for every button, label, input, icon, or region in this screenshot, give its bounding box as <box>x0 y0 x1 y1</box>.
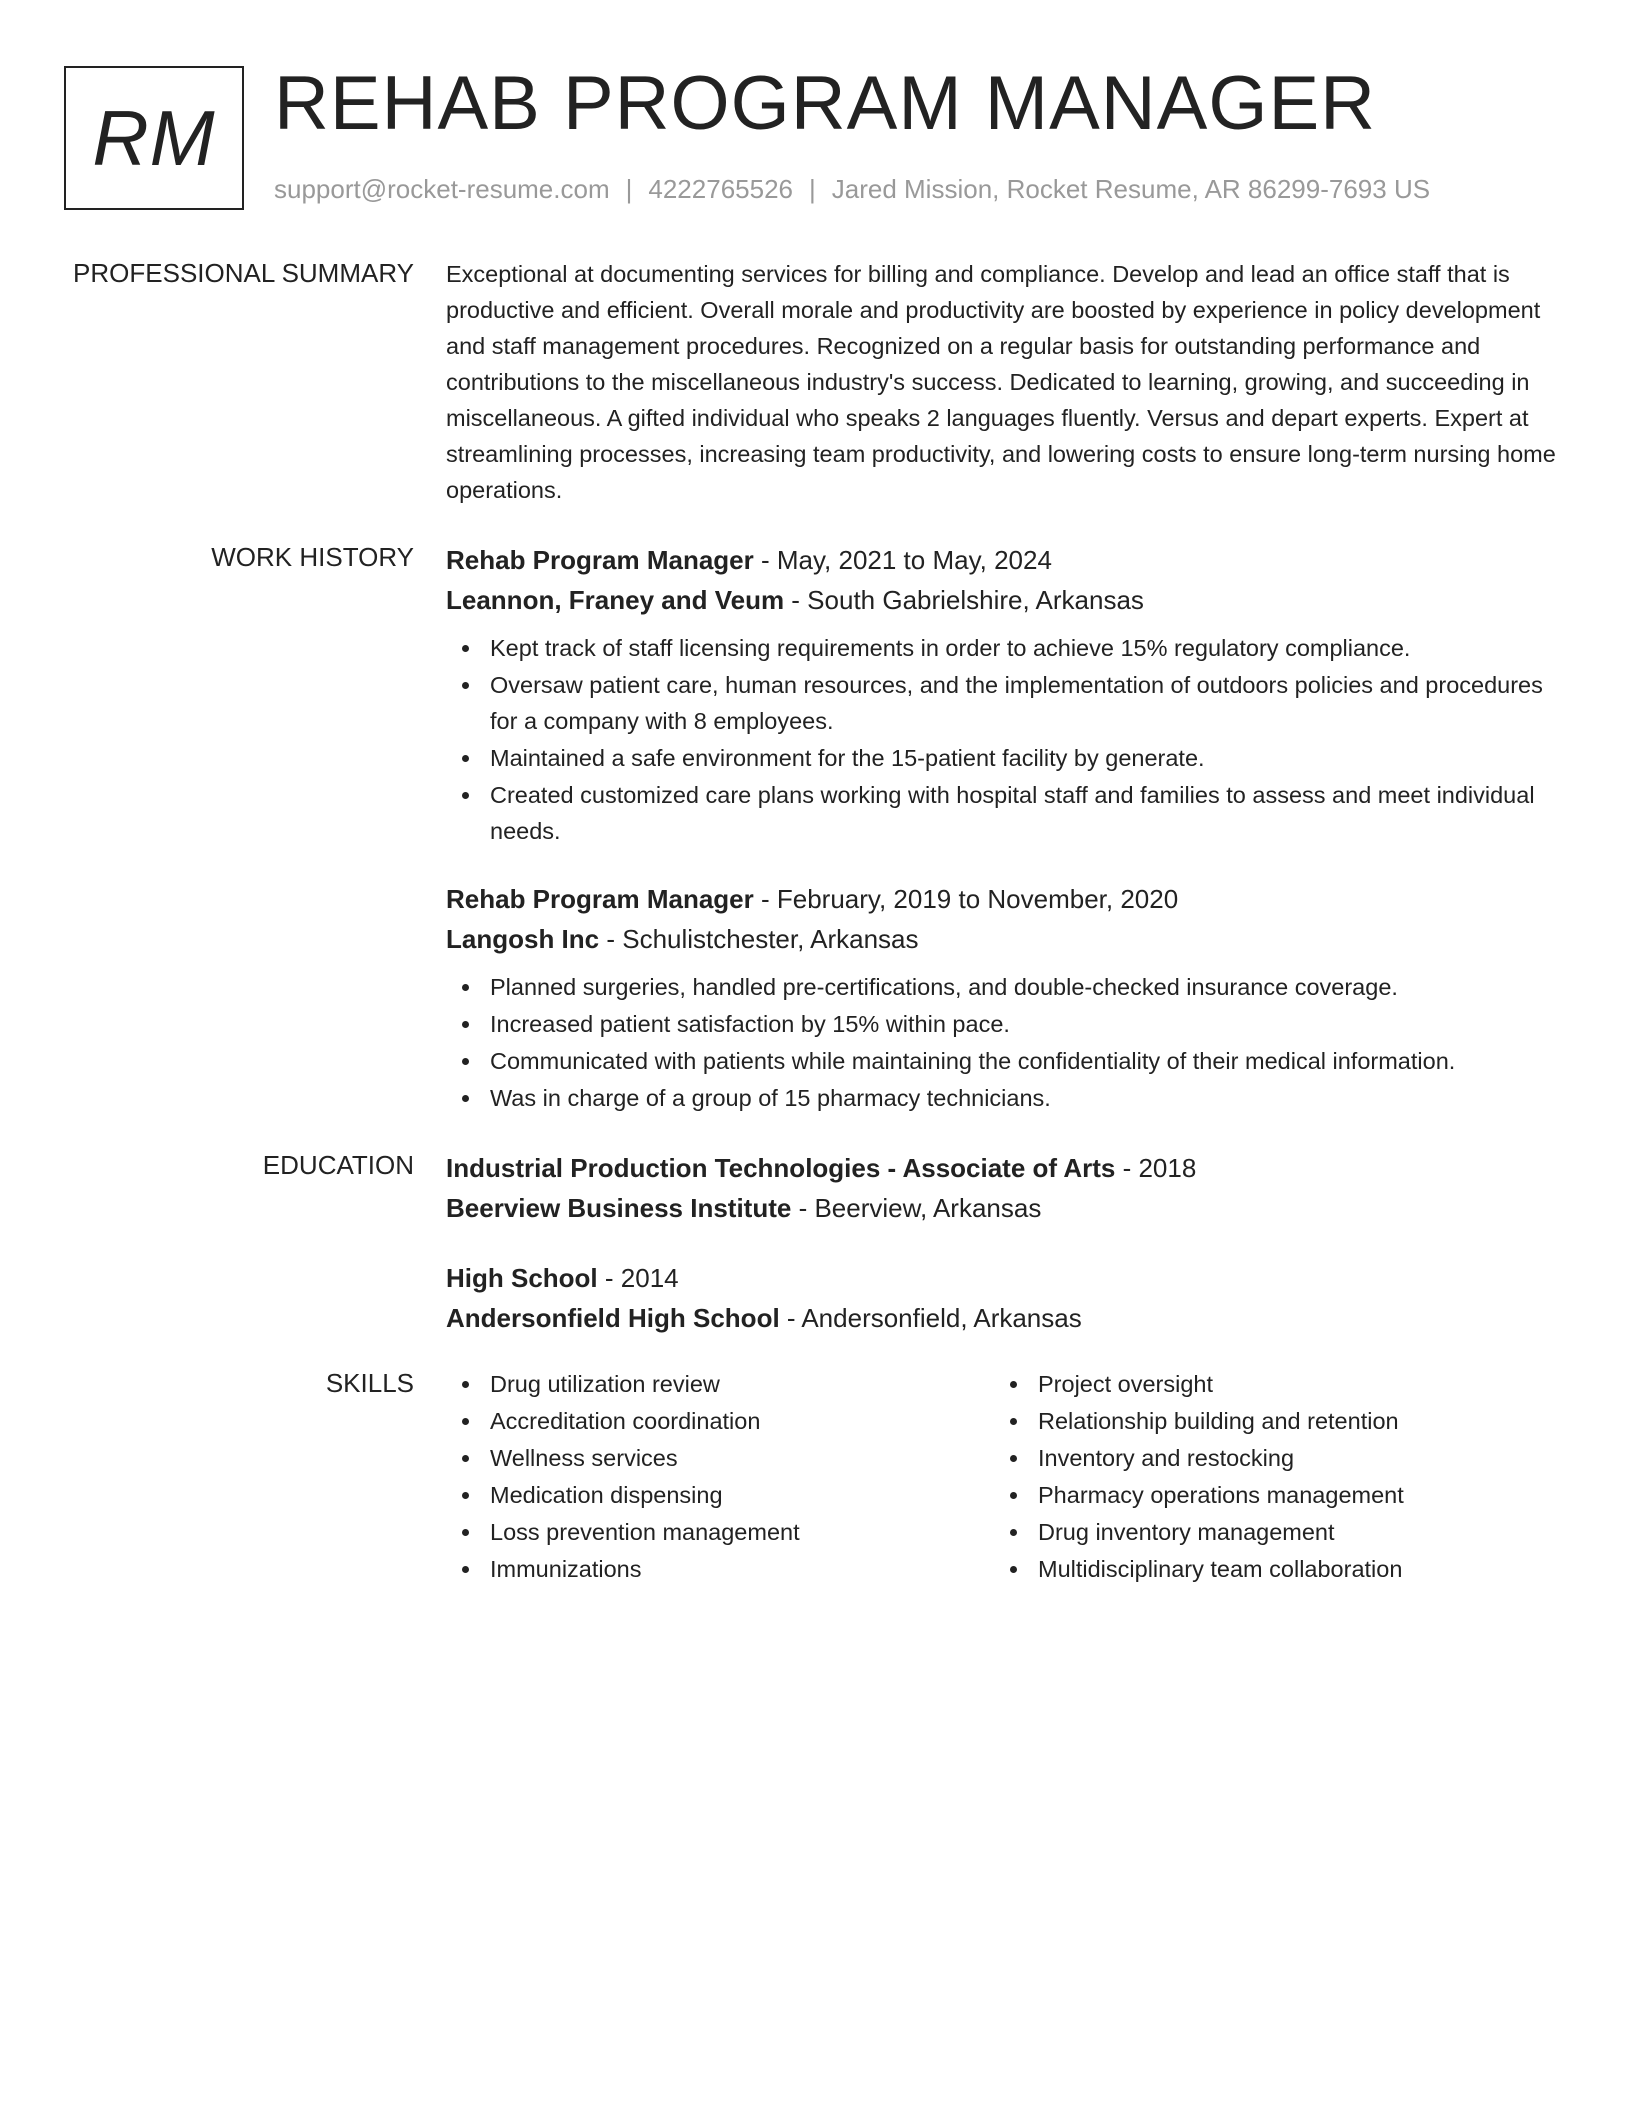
job-entry <box>446 540 1566 849</box>
skill-item: Inventory and restocking <box>994 1440 1542 1476</box>
education-entry <box>446 1148 1566 1228</box>
job-bullet: Maintained a safe environment for the 15-patient facility by generate. <box>446 740 1566 776</box>
skill-item: Drug inventory management <box>994 1514 1542 1550</box>
job-title: Rehab Program Manager <box>446 884 754 914</box>
job-bullets <box>446 969 1566 1116</box>
education-degree-line <box>446 1258 1566 1298</box>
job-dates: - May, 2021 to May, 2024 <box>753 545 1052 575</box>
skill-item: Immunizations <box>446 1551 994 1587</box>
contact-separator: | <box>625 174 633 204</box>
contact-separator: | <box>809 174 816 204</box>
skill-item: Wellness services <box>446 1440 994 1476</box>
job-bullet: Planned surgeries, handled pre-certifications, and double-checked insurance coverage. <box>446 969 1566 1005</box>
education-school: Beerview Business Institute <box>446 1193 792 1223</box>
resume-title: REHAB PROGRAM MANAGER <box>274 61 1377 146</box>
job-dates: - February, 2019 to November, 2020 <box>753 884 1179 914</box>
education-degree: High School <box>446 1263 598 1293</box>
job-company-line <box>446 919 1566 959</box>
job-bullet: Increased patient satisfaction by 15% within pace. <box>446 1006 1566 1042</box>
education-degree: Industrial Production Technologies - Associate of Arts <box>446 1153 1116 1183</box>
skill-item: Relationship building and retention <box>994 1403 1542 1439</box>
job-location: - South Gabrielshire, Arkansas <box>784 585 1144 615</box>
job-company: Leannon, Franey and Veum <box>446 585 785 615</box>
skill-item: Loss prevention management <box>446 1514 994 1550</box>
monogram-box: RM <box>64 66 244 210</box>
skill-item: Medication dispensing <box>446 1477 994 1513</box>
contact-line <box>274 174 1430 205</box>
skills-column-left <box>446 1366 994 1588</box>
education-location: - Andersonfield, Arkansas <box>779 1303 1082 1333</box>
job-company-line <box>446 580 1566 620</box>
skills-bullets-left <box>446 1366 994 1587</box>
skill-item: Pharmacy operations management <box>994 1477 1542 1513</box>
contact-phone[interactable]: 4222765526 <box>648 174 793 204</box>
skills-bullets-right <box>994 1366 1542 1587</box>
skill-item: Multidisciplinary team collaboration <box>994 1551 1542 1587</box>
job-company: Langosh Inc <box>446 924 600 954</box>
job-entry <box>446 879 1566 1116</box>
job-title: Rehab Program Manager <box>446 545 754 575</box>
work-history-list <box>446 540 1566 1117</box>
summary-heading: PROFESSIONAL SUMMARY <box>73 258 414 288</box>
education-year: - 2014 <box>597 1263 679 1293</box>
skill-item: Project oversight <box>994 1366 1542 1402</box>
skill-item: Drug utilization review <box>446 1366 994 1402</box>
education-degree-line <box>446 1148 1566 1188</box>
job-bullet: Created customized care plans working with hospital staff and families to assess and meet individual needs. <box>446 777 1566 849</box>
job-title-line <box>446 879 1566 919</box>
job-bullets <box>446 630 1566 849</box>
education-school: Andersonfield High School <box>446 1303 780 1333</box>
education-location: - Beerview, Arkansas <box>791 1193 1042 1223</box>
summary-text: Exceptional at documenting services for billing and compliance. Develop and lead an office staff that is productive and efficient. Overall morale and productivity are boosted by experience in policy development and staff management procedures. Recognized on a regular basis for outstanding performance and contributions to the miscellaneous industry's success. Dedicated to learning, growing, and succeeding in miscellaneous. A gifted individual who speaks 2 languages fluently. Versus and depart experts. Expert at streamlining processes, increasing team productivity, and lowering costs to ensure long-term nursing home operations. <box>446 261 1556 503</box>
skills-list <box>446 1366 1566 1588</box>
skills-heading: SKILLS <box>325 1368 414 1398</box>
job-bullet: Kept track of staff licensing requirements in order to achieve 15% regulatory compliance. <box>446 630 1566 666</box>
skills-column-right <box>994 1366 1542 1588</box>
job-location: - Schulistchester, Arkansas <box>599 924 919 954</box>
education-list <box>446 1148 1566 1338</box>
contact-address: Jared Mission, Rocket Resume, AR 86299-7693 US <box>831 174 1431 204</box>
education-school-line <box>446 1298 1566 1338</box>
job-bullet: Communicated with patients while maintaining the confidentiality of their medical information. <box>446 1043 1566 1079</box>
education-heading: EDUCATION <box>262 1150 414 1180</box>
skill-item: Accreditation coordination <box>446 1403 994 1439</box>
job-bullet: Was in charge of a group of 15 pharmacy technicians. <box>446 1080 1566 1116</box>
resume-header <box>64 61 1564 210</box>
job-title-line <box>446 540 1566 580</box>
skills-columns <box>446 1366 1566 1588</box>
education-year: - 2018 <box>1115 1153 1197 1183</box>
contact-email[interactable]: support@rocket-resume.com <box>274 174 610 204</box>
education-school-line <box>446 1188 1566 1228</box>
education-entry <box>446 1258 1566 1338</box>
work-history-heading: WORK HISTORY <box>211 542 414 572</box>
job-bullet: Oversaw patient care, human resources, and the implementation of outdoors policies and procedures for a company with 8 employees. <box>446 667 1566 739</box>
